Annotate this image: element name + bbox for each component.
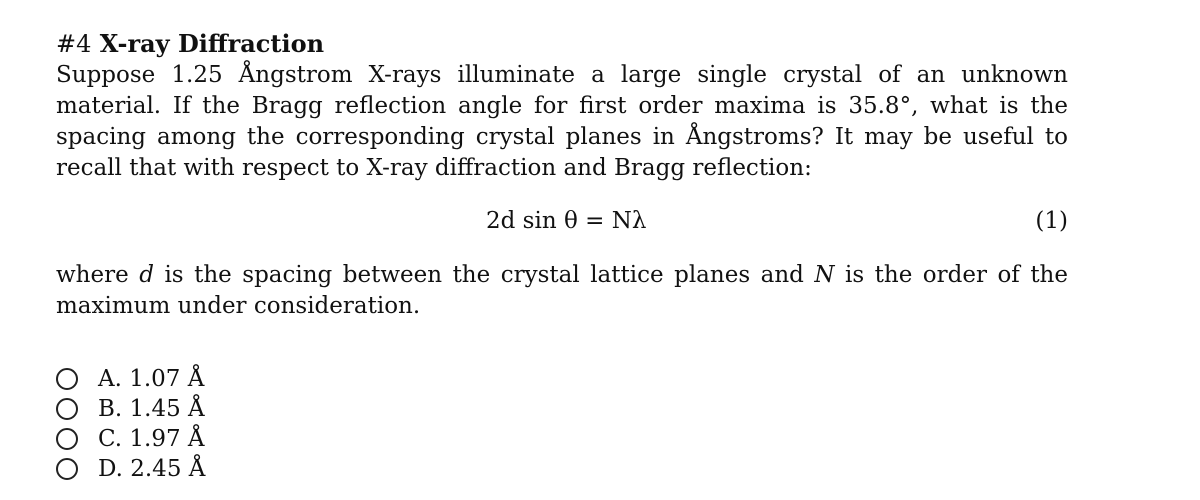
where-text-3: is the order of the maximum under consideration. [56, 262, 1068, 319]
bragg-equation [56, 204, 1068, 244]
answer-option-label: B. 1.45 Å [98, 396, 205, 422]
answer-option-b[interactable] [56, 394, 1068, 424]
variable-d: d [139, 262, 154, 288]
question-body: Suppose 1.25 Ångstrom X-rays illuminate a large single crystal of an unknown material. If the Bragg reflection angle for first order maxima is 35.8°, what is the spacing among the corresponding crystal planes in Ångstroms? It may be useful to recall that with respect to X-ray diffraction and Bragg reflection: [56, 62, 1068, 181]
question-number: #4 [56, 30, 92, 58]
radio-circle-icon[interactable] [56, 428, 78, 450]
answer-option-label: A. 1.07 Å [98, 366, 205, 392]
answer-option-c[interactable] [56, 424, 1068, 454]
answer-option-a[interactable] [56, 364, 1068, 394]
radio-circle-icon[interactable] [56, 368, 78, 390]
answer-options [56, 364, 1068, 484]
answer-option-d[interactable] [56, 454, 1068, 484]
radio-circle-icon[interactable] [56, 458, 78, 480]
question-card [56, 28, 1068, 500]
where-text-1: where [56, 262, 140, 288]
question-title [56, 28, 1068, 60]
equation-explanation [56, 260, 1068, 322]
equation-number: (1) [1035, 208, 1068, 234]
answer-option-label: C. 1.97 Å [98, 426, 205, 452]
question-title-text: X-ray Diffraction [99, 29, 325, 58]
where-text-2: is the spacing between the crystal lattice planes and [153, 262, 815, 288]
radio-circle-icon[interactable] [56, 398, 78, 420]
variable-n: N [814, 262, 835, 288]
equation-expression: 2d sin θ = Nλ [486, 208, 647, 234]
answer-option-label: D. 2.45 Å [98, 456, 206, 482]
